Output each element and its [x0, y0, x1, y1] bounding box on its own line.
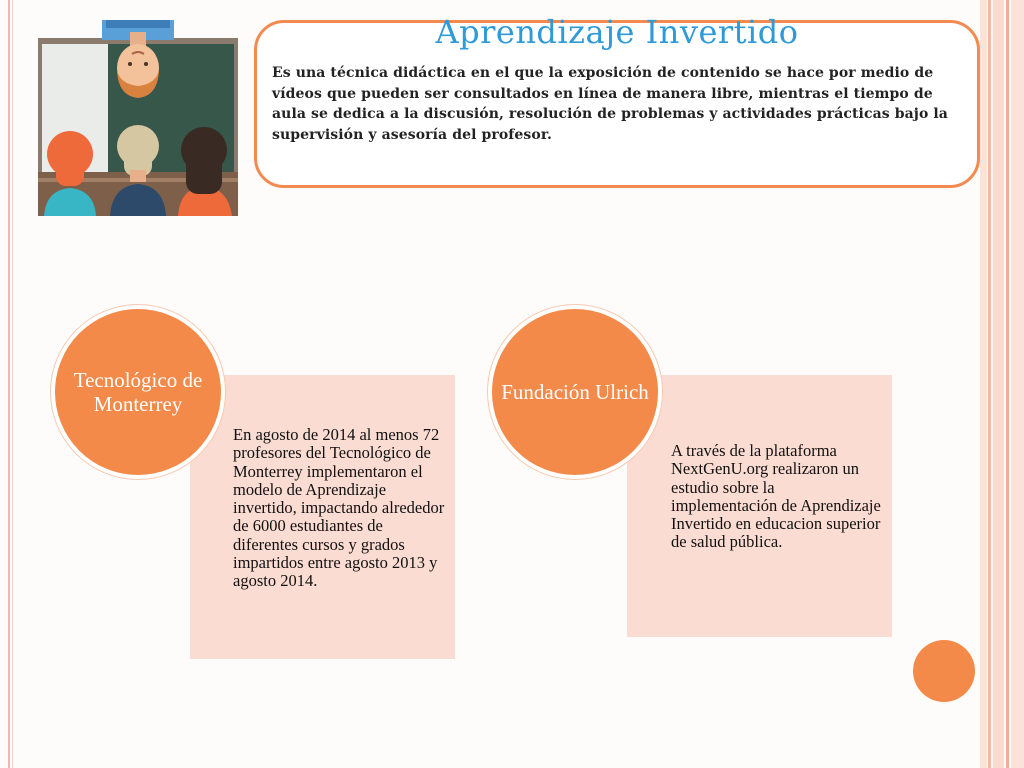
card-heading: Fundación Ulrich	[501, 380, 649, 404]
card-heading: Tecnológico de Monterrey	[73, 368, 203, 416]
right-border-stripe	[993, 0, 1004, 768]
card-heading-circle	[51, 305, 225, 479]
card-text: En agosto de 2014 al menos 72 profesores del Tecnológico de Monterrey implementaron el modelo de Aprendizaje invertido, impactando alrededor de 6000 estudiantes de diferentes cursos y grados impartidos entre agosto 2013 y agosto 2014.	[233, 425, 445, 591]
right-border-stripe	[1006, 0, 1009, 768]
left-border-stripe	[12, 0, 13, 768]
definition-text: Es una técnica didáctica en el que la exposición de contenido se hace por medio de vídeos que pueden ser consultados en línea de manera libre, mientras el tiempo de aula se dedica a la discusión, resolución de problemas y actividades prácticas bajo la supervisión y asesoría del profesor.	[272, 65, 948, 143]
right-border-stripe	[980, 0, 987, 768]
card-text: A través de la plataforma NextGenU.org realizaron un estudio sobre la implementación de Aprendizaje Invertido en educacion superior de salud pública.	[671, 441, 881, 552]
page-title: Aprendizaje Invertido	[435, 13, 799, 51]
classroom-illustration	[38, 20, 238, 216]
decorative-dot	[913, 640, 975, 702]
right-border-stripe	[1011, 0, 1024, 768]
right-border-stripe	[988, 0, 991, 768]
card-heading-circle	[488, 305, 662, 479]
left-border-stripe	[8, 0, 10, 768]
